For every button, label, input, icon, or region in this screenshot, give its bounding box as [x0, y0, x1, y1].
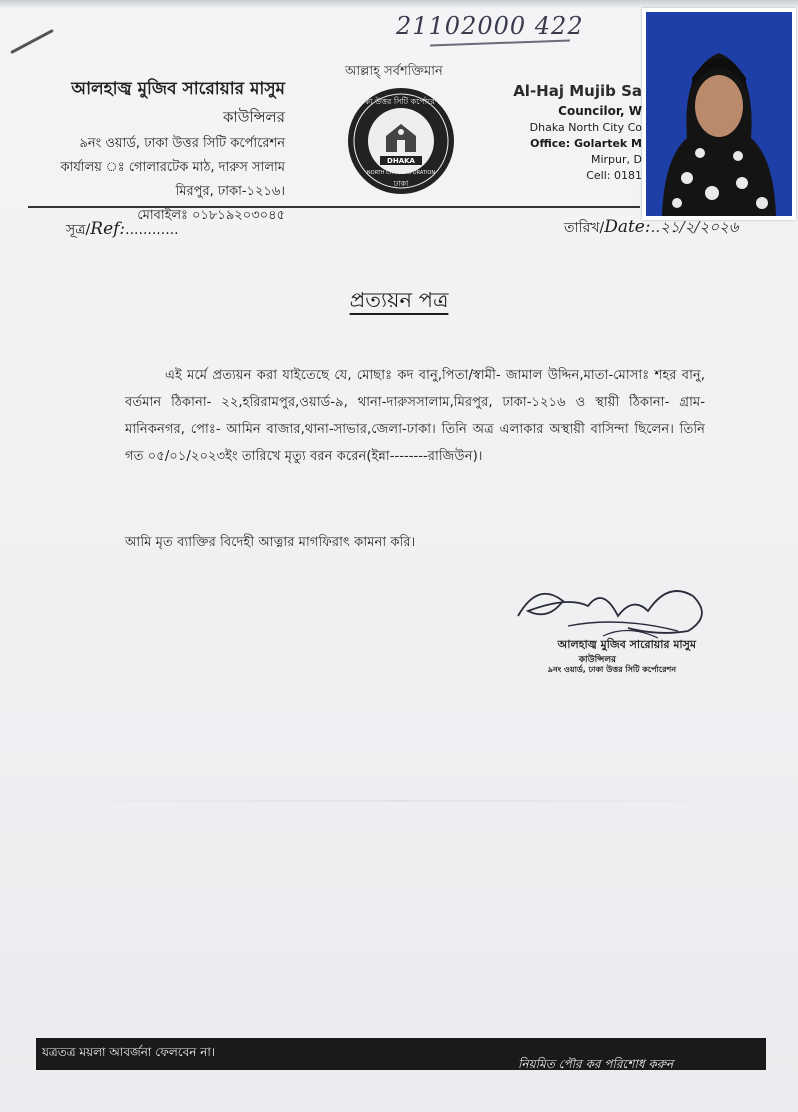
seal-word: DHAKA [387, 157, 415, 165]
seal-bottom-text: ঢাকা [393, 179, 409, 188]
signatory-ward: ৯নং ওয়ার্ড, ঢাকা উত্তর সিটি কর্পোরেশন [547, 665, 676, 674]
letterhead-bengali [40, 76, 285, 227]
city-corporation-seal [346, 86, 456, 196]
prayer-line: আমি মৃত ব্যাক্তির বিদেহী আত্নার মাগফিরাৎ কামনা করি। [125, 535, 416, 550]
person-photo [642, 8, 796, 220]
title-text: প্রত্যয়ন পত্র [349, 288, 449, 312]
area-bn: মিরপুর, ঢাকা-১২১৬। [175, 184, 285, 199]
office-bn: কার্যালয় ঃ গোলারটেক মাঠ, দারুস সালাম [60, 160, 285, 175]
councilor-role-en: Councilor, W [558, 104, 642, 118]
letterhead-english [512, 82, 642, 197]
footer-right-text: নিয়মিত পৌর কর পরিশোধ করুন [518, 1057, 674, 1071]
signatory-name: আলহাজ্ব মুজিব সারোয়ার মাসুম [557, 638, 696, 651]
org-en: Dhaka North City Co [529, 121, 642, 134]
ref-field [66, 218, 179, 242]
header-divider [28, 206, 640, 208]
pen-mark [10, 29, 54, 54]
handwritten-underline [430, 40, 570, 47]
ref-dots: ............ [125, 222, 179, 238]
date-label-bn: তারিখ/ [564, 220, 605, 236]
footer-left-text: যত্রতত্র ময়লা আবর্জনা ফেলবেন না। [42, 1045, 216, 1059]
top-edge [0, 0, 798, 8]
document-title [0, 284, 798, 319]
date-field [564, 216, 738, 241]
cell-en: Cell: 0181 [586, 169, 642, 182]
signatory-role: কাউন্সিলর [578, 655, 616, 665]
seal-top-text: ঢাকা উত্তর সিটি কর্পোরেশন [357, 97, 445, 106]
councilor-role-bn: কাউন্সিলর [222, 108, 285, 126]
ref-label-bn: সূত্র/ [66, 222, 91, 238]
date-value: ..২১/২/২০২৬ [650, 218, 739, 236]
ref-label-en: Ref: [90, 219, 126, 239]
area-en: Mirpur, D [590, 153, 642, 166]
mobile-bn: মোবাইলঃ ০১৮১৯২০৩০৪৫ [137, 208, 285, 223]
certificate-body: এই মর্মে প্রত্যয়ন করা যাইতেছে যে, মোছাঃ কদ বানু,পিতা/স্বামী- জামাল উদ্দিন,মাতা-মোসাঃ শহর বানু, বর্তমান ঠিকানা- ২২,হরিরামপুর,ওয়ার্ড-৯, থানা-দারুসসালাম,মিরপুর, ঢাকা-১২১৬ ও স্থায়ী ঠিকানা- গ্রাম- মানিকনগর, পোঃ- আমিন বাজার,থানা-সাভার,জেলা-ঢাকা। তিনি অত্র এলাকার অস্থায়ী বাসিন্দা ছিলেন। তিনি গত ০৫/০১/২০২৩ইং তারিখে মৃত্যু বরন করেন(ইন্না--------রাজিউন)। [125, 368, 705, 464]
councilor-name-bn: আলহাজ্ব মুজিব সারোয়ার মাসুম [71, 79, 285, 99]
date-label-en: Date: [604, 217, 651, 237]
handwritten-number: 21102000 422 [396, 12, 584, 40]
office-en: Office: Golartek M [530, 137, 642, 150]
councilor-name-en: Al-Haj Mujib Sa [513, 82, 642, 100]
paper-fold [0, 800, 798, 802]
footer [0, 1034, 798, 1074]
allah-text: আল্লাহ্ সর্বশক্তিমান [345, 64, 443, 79]
ward-bn: ৯নং ওয়ার্ড, ঢাকা উত্তর সিটি কর্পোরেশন [79, 136, 285, 151]
seal-ring-text: NORTH CITY CORPORATION [366, 170, 436, 176]
